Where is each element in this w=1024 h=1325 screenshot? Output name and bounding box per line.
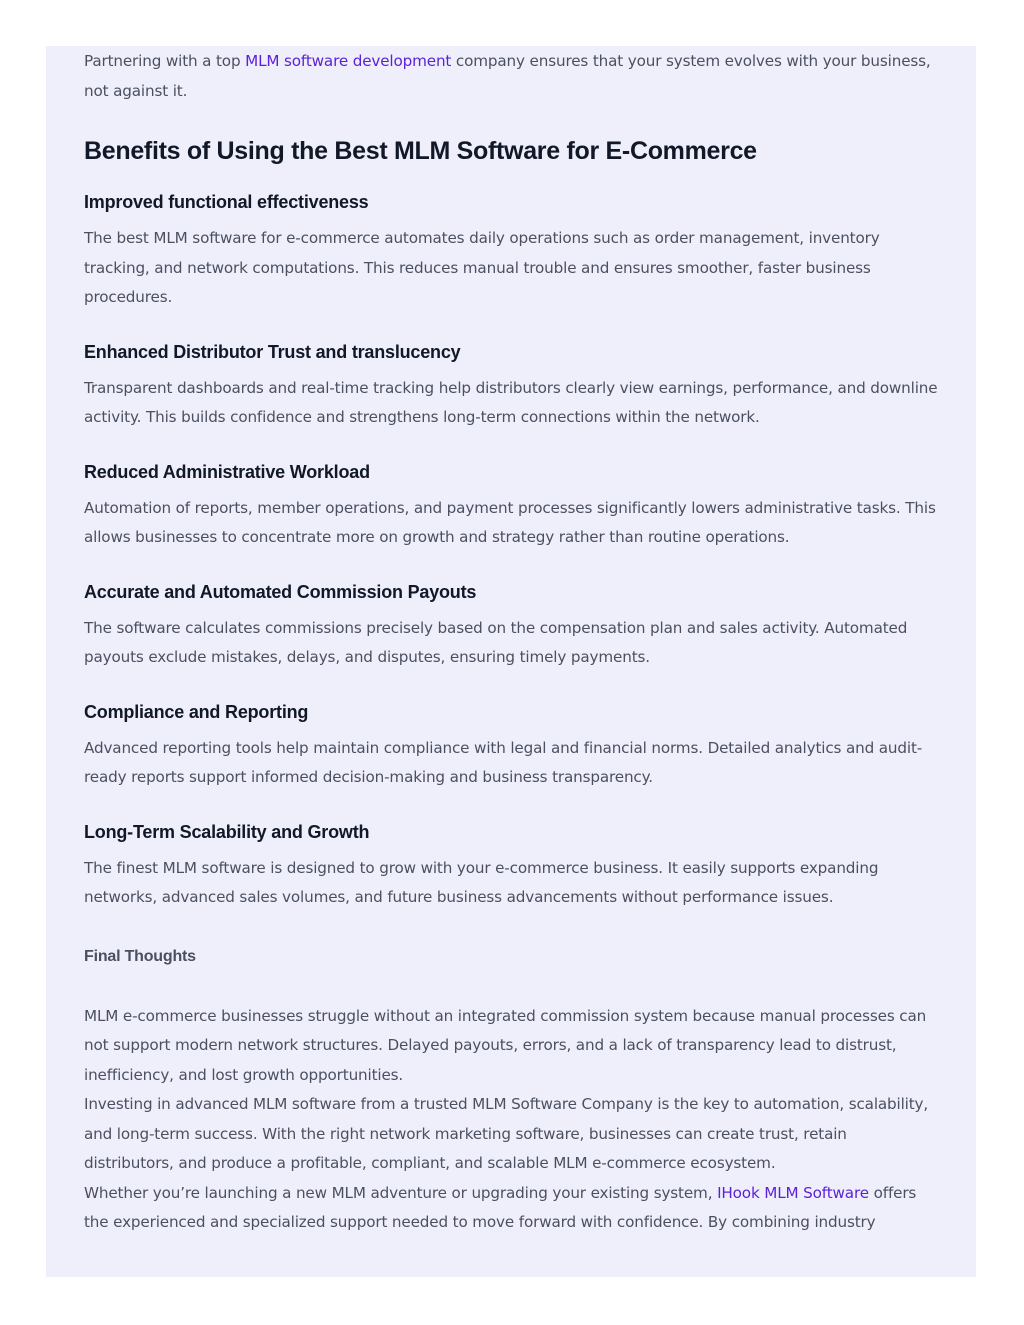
intro-paragraph	[84, 47, 938, 106]
final-p3-prefix: Whether you’re launching a new MLM adventure or upgrading your existing system,	[84, 1183, 718, 1202]
benefit-heading: Improved functional effectiveness	[84, 192, 369, 212]
benefit-section-compliance	[84, 699, 938, 793]
benefit-section-payouts	[84, 579, 938, 673]
intro-suffix: company ensures that your system evolves with your business, not against it.	[84, 52, 931, 100]
benefit-body: The best MLM software for e-commerce automates daily operations such as order management, inventory tracking, and network computations. This reduces manual trouble and ensures smoother, faster business procedures.	[84, 229, 880, 306]
final-paragraph-3	[84, 1179, 938, 1238]
benefit-heading: Long-Term Scalability and Growth	[84, 821, 370, 842]
benefit-heading: Compliance and Reporting	[84, 701, 309, 722]
benefit-heading: Accurate and Automated Commission Payouts	[84, 581, 477, 602]
mlm-software-development-link[interactable]: MLM software development	[245, 52, 452, 70]
intro-prefix: Partnering with a top	[84, 52, 246, 70]
article-content-panel	[46, 46, 976, 1277]
final-thoughts-heading: Final Thoughts	[84, 947, 196, 965]
benefit-body: Advanced reporting tools help maintain compliance with legal and financial norms. Detailed analytics and audit-ready reports support informed decision-making and business transparency.	[84, 738, 923, 786]
benefit-section-operational	[84, 189, 938, 313]
benefit-body: The finest MLM software is designed to grow with your e-commerce business. It easily supports expanding networks, advanced sales volumes, and future business advancements without performance issues.	[84, 858, 879, 906]
benefit-body: The software calculates commissions precisely based on the compensation plan and sales activity. Automated payouts exclude mistakes, delays, and disputes, ensuring timely payments.	[84, 618, 908, 666]
main-heading: Benefits of Using the Best MLM Software for E-Commerce	[84, 137, 757, 165]
benefit-section-workload	[84, 459, 938, 553]
final-p3-suffix: offers the experienced and specialized support needed to move forward with confidence. By combining industry	[84, 1183, 917, 1231]
benefit-body: Automation of reports, member operations, and payment processes significantly lowers administrative tasks. This allows businesses to concentrate more on growth and strategy rather than routine operations.	[84, 498, 936, 546]
benefit-heading: Reduced Administrative Workload	[84, 461, 370, 482]
benefit-heading: Enhanced Distributor Trust and translucency	[84, 341, 461, 362]
benefit-body: Transparent dashboards and real-time tracking help distributors clearly view earnings, performance, and downline activity. This builds confidence and strengthens long-term connections within the network.	[84, 378, 938, 426]
ihook-mlm-software-link[interactable]: IHook MLM Software	[717, 1183, 869, 1202]
final-paragraph-1: MLM e-commerce businesses struggle without an integrated commission system because manual processes can not support modern network structures. Delayed payouts, errors, and a lack of transparency lead to distrust, inefficiency, and lost growth opportunities.	[84, 1006, 927, 1084]
final-paragraph-2: Investing in advanced MLM software from a trusted MLM Software Company is the key to automation, scalability, and long-term success. With the right network marketing software, businesses can create trust, retain distributors, and produce a profitable, compliant, and scalable MLM e-commerce ecosystem.	[84, 1095, 929, 1172]
benefit-section-scalability	[84, 819, 938, 913]
benefit-section-trust	[84, 339, 938, 433]
